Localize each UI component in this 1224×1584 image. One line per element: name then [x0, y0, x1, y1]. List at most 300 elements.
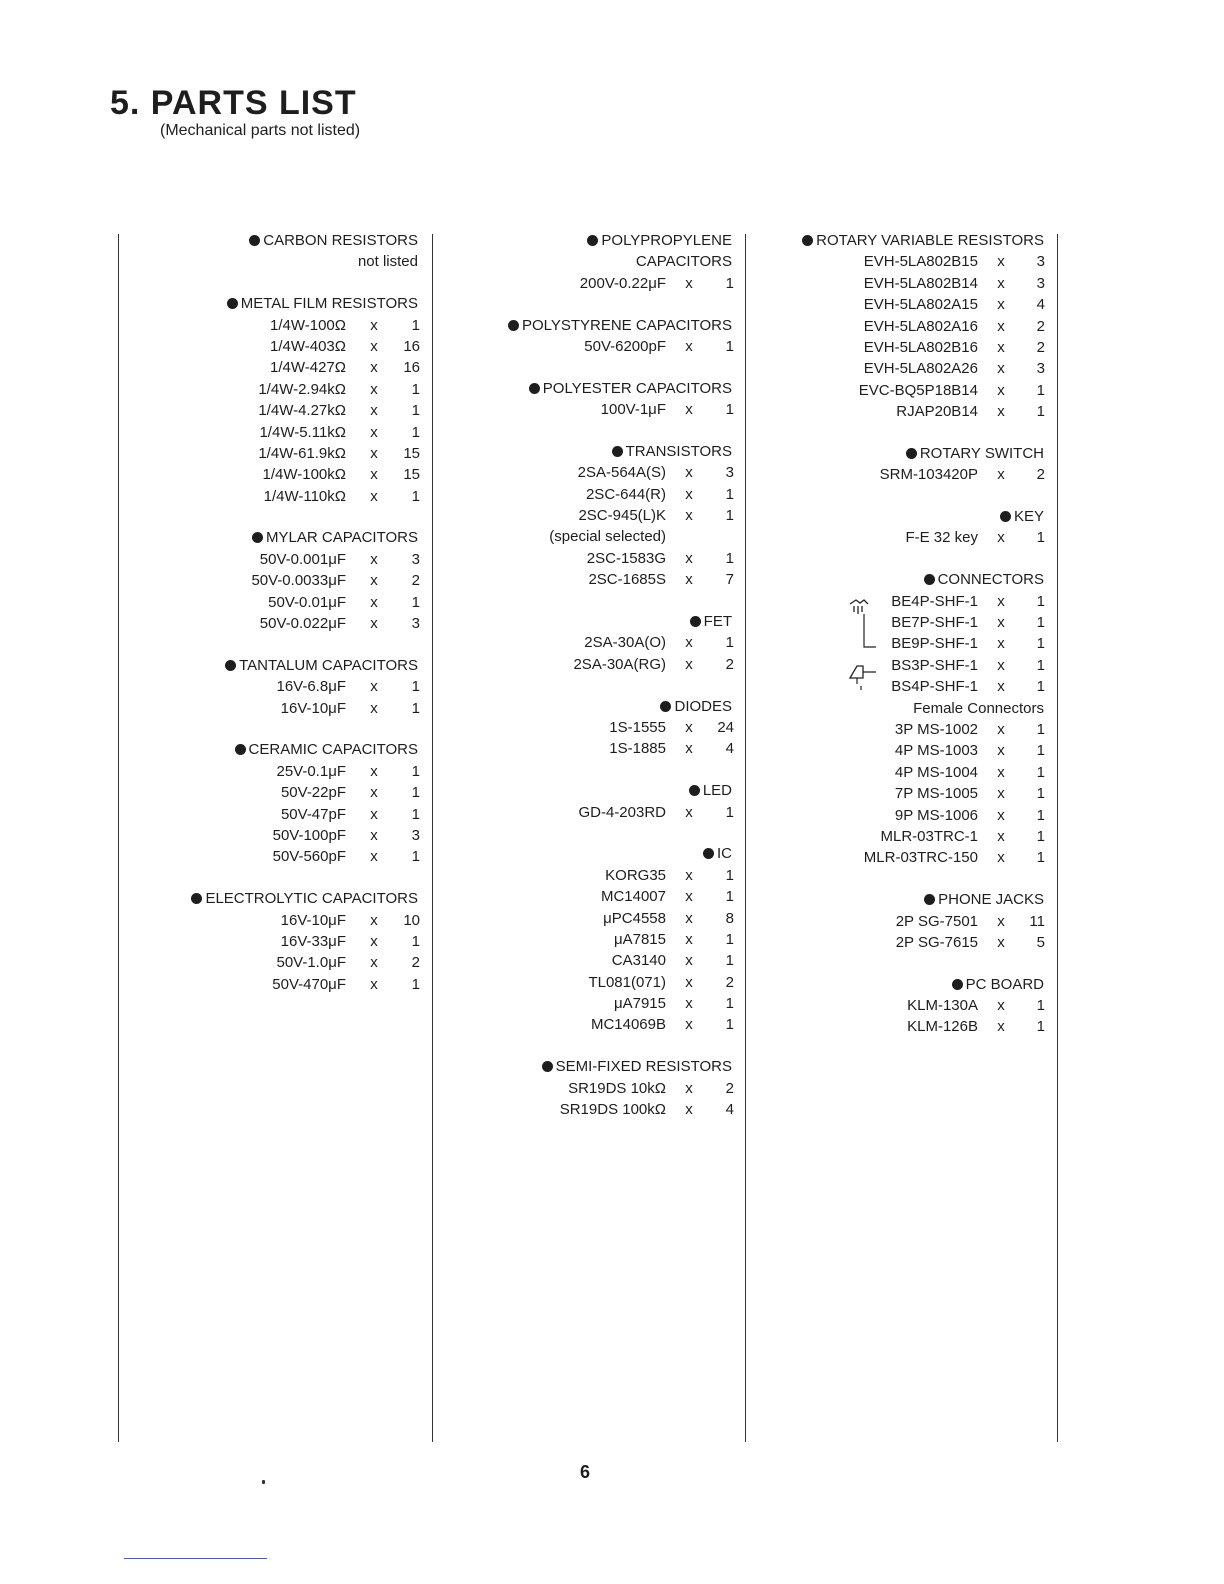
part-quantity: 8	[725, 909, 734, 927]
column-divider	[1057, 234, 1058, 1442]
part-name: SR19DS 10kΩ	[568, 1079, 666, 1097]
part-name: KLM-130A	[907, 997, 978, 1015]
part-row	[745, 932, 1044, 953]
part-row	[118, 549, 418, 570]
part-name: EVH-5LA802B14	[863, 274, 978, 292]
part-row	[432, 993, 732, 1014]
part-row	[118, 464, 418, 485]
part-row	[745, 527, 1044, 548]
part-name: 25V-0.1μF	[276, 762, 346, 780]
part-quantity: 1	[725, 337, 734, 355]
part-quantity: 1	[411, 678, 420, 696]
bullet-icon	[660, 701, 671, 712]
part-row	[118, 592, 418, 613]
section-heading	[745, 889, 1044, 910]
part-quantity: 1	[725, 549, 734, 567]
part-name: 3P MS-1002	[894, 720, 978, 738]
part-name: F-E 32 key	[905, 529, 978, 547]
part-name: 1/4W-100kΩ	[262, 466, 346, 484]
parts-section	[745, 230, 1044, 423]
part-quantity: 10	[403, 911, 420, 929]
part-quantity: 2	[1036, 338, 1045, 356]
multiply-sign: x	[997, 912, 1005, 930]
part-quantity: 1	[1036, 403, 1045, 421]
part-row	[432, 950, 732, 971]
multiply-sign: x	[997, 806, 1005, 824]
section-heading-text: ROTARY VARIABLE RESISTORS	[816, 232, 1044, 249]
multiply-sign: x	[685, 1101, 693, 1119]
part-quantity: 2	[411, 572, 420, 590]
section-heading-text: KEY	[1013, 508, 1044, 526]
multiply-sign: x	[370, 423, 378, 441]
parts-section	[745, 974, 1044, 1038]
section-heading-text: METAL FILM RESISTORS	[240, 295, 418, 313]
part-row	[432, 886, 732, 907]
section-heading-text: LED	[702, 782, 732, 800]
section-heading-text: CARBON RESISTORS	[263, 232, 418, 249]
part-row	[745, 273, 1044, 294]
part-row	[118, 782, 418, 803]
multiply-sign: x	[370, 316, 378, 334]
part-quantity: 1	[1036, 785, 1045, 803]
part-row	[118, 613, 418, 634]
part-quantity: 1	[725, 888, 734, 906]
part-quantity: 1	[411, 932, 420, 950]
multiply-sign: x	[685, 337, 693, 355]
part-name: 50V-22pF	[280, 784, 346, 802]
multiply-sign: x	[997, 360, 1005, 378]
part-row	[118, 931, 418, 952]
part-name: μA7915	[613, 995, 666, 1013]
page-title: 5. PARTS LIST	[110, 84, 357, 122]
parts-section	[118, 230, 418, 273]
multiply-sign: x	[370, 699, 378, 717]
part-name: 1/4W-403Ω	[270, 337, 346, 355]
multiply-sign: x	[997, 849, 1005, 867]
part-row	[432, 548, 732, 569]
multiply-sign: x	[997, 403, 1005, 421]
bullet-icon	[225, 660, 236, 671]
part-row	[745, 995, 1044, 1016]
parts-section	[432, 230, 732, 294]
part-quantity: 5	[1036, 933, 1045, 951]
multiply-sign: x	[685, 655, 693, 673]
part-name: MLR-03TRC-1	[880, 827, 978, 845]
part-row	[745, 762, 1044, 783]
bullet-icon	[689, 785, 700, 796]
part-quantity: 1	[1036, 720, 1045, 738]
parts-section	[745, 889, 1044, 953]
bullet-icon	[924, 574, 935, 585]
part-quantity: 16	[403, 359, 420, 377]
part-row	[118, 910, 418, 931]
part-name: RJAP20B14	[896, 403, 978, 421]
part-row	[118, 698, 418, 719]
part-name: 50V-0.01μF	[268, 593, 346, 611]
multiply-sign: x	[685, 485, 693, 503]
bullet-icon	[542, 1061, 553, 1072]
multiply-sign: x	[370, 784, 378, 802]
part-quantity: 2	[725, 1079, 734, 1097]
multiply-sign: x	[370, 593, 378, 611]
multiply-sign: x	[997, 656, 1005, 674]
parts-section	[432, 611, 732, 675]
section-heading	[432, 696, 732, 717]
multiply-sign: x	[685, 401, 693, 419]
parts-section	[432, 378, 732, 421]
connector-bracket-icon	[846, 594, 876, 662]
part-name: MC14007	[600, 888, 666, 906]
part-row	[432, 569, 732, 590]
part-quantity: 1	[725, 274, 734, 292]
part-name: 50V-0.022μF	[259, 615, 346, 633]
part-quantity: 15	[403, 444, 420, 462]
part-quantity: 1	[725, 634, 734, 652]
part-quantity: 15	[403, 466, 420, 484]
section-heading	[432, 611, 732, 632]
part-quantity: 4	[725, 740, 734, 758]
scan-speck	[262, 1480, 265, 1484]
multiply-sign: x	[370, 954, 378, 972]
multiply-sign: x	[370, 762, 378, 780]
part-quantity: 1	[411, 805, 420, 823]
section-heading-text: TANTALUM CAPACITORS	[239, 656, 418, 674]
part-quantity: 1	[1036, 849, 1045, 867]
part-row	[745, 847, 1044, 868]
part-quantity: 1	[725, 995, 734, 1013]
part-name: 50V-0.001μF	[259, 550, 346, 568]
multiply-sign: x	[370, 444, 378, 462]
part-row	[745, 358, 1044, 379]
multiply-sign: x	[685, 952, 693, 970]
part-quantity: 2	[1036, 466, 1045, 484]
part-row	[745, 464, 1044, 485]
part-name: 2P SG-7615	[895, 933, 978, 951]
part-name: μA7815	[613, 930, 666, 948]
multiply-sign: x	[997, 1018, 1005, 1036]
section-heading-text: IC	[717, 845, 732, 863]
part-name: 100V-1μF	[600, 401, 666, 419]
part-quantity: 3	[725, 464, 734, 482]
parts-section	[745, 443, 1044, 486]
part-quantity: 1	[1036, 1018, 1045, 1036]
section-heading-text: POLYSTYRENE CAPACITORS	[521, 316, 732, 334]
part-name: BS3P-SHF-1	[891, 656, 978, 674]
part-quantity: 3	[411, 826, 420, 844]
part-row	[432, 1014, 732, 1035]
part-name: BS4P-SHF-1	[891, 678, 978, 696]
part-row	[745, 805, 1044, 826]
part-quantity: 3	[411, 550, 420, 568]
multiply-sign: x	[685, 803, 693, 821]
part-name: 1/4W-5.11kΩ	[259, 423, 346, 441]
part-row	[432, 526, 732, 547]
part-row	[745, 316, 1044, 337]
part-row	[432, 462, 732, 483]
part-name: 16V-10μF	[280, 699, 346, 717]
section-heading-text: DIODES	[674, 697, 732, 715]
section-heading-text: ROTARY SWITCH	[919, 444, 1044, 462]
part-name: 1S-1885	[609, 740, 666, 758]
bullet-icon	[612, 446, 623, 457]
multiply-sign: x	[370, 805, 378, 823]
part-row	[432, 908, 732, 929]
section-heading-text: CONNECTORS	[937, 571, 1044, 589]
multiply-sign: x	[685, 1016, 693, 1034]
part-quantity: 2	[411, 954, 420, 972]
section-heading-text: POLYESTER CAPACITORS	[542, 379, 732, 397]
part-quantity: 1	[1036, 381, 1045, 399]
part-quantity: 1	[1036, 763, 1045, 781]
parts-column-2	[432, 230, 732, 1141]
multiply-sign: x	[997, 614, 1005, 632]
part-quantity: 3	[1036, 274, 1045, 292]
part-name: 50V-6200pF	[584, 337, 666, 355]
multiply-sign: x	[997, 338, 1005, 356]
bullet-icon	[952, 979, 963, 990]
part-name: 7P MS-1005	[894, 785, 978, 803]
part-quantity: 1	[1036, 635, 1045, 653]
multiply-sign: x	[997, 317, 1005, 335]
parts-section	[432, 780, 732, 823]
parts-section	[118, 527, 418, 634]
part-row	[432, 632, 732, 653]
part-name: KORG35	[605, 866, 666, 884]
part-quantity: 24	[717, 718, 734, 736]
bullet-icon	[249, 235, 260, 246]
part-row	[432, 505, 732, 526]
multiply-sign: x	[997, 274, 1005, 292]
part-quantity: 1	[411, 848, 420, 866]
part-name: 2P SG-7501	[895, 912, 978, 930]
section-heading	[432, 378, 732, 399]
part-row	[745, 380, 1044, 401]
part-name: EVH-5LA802B15	[863, 253, 978, 271]
bullet-icon	[508, 320, 519, 331]
part-name: μPC4558	[603, 909, 666, 927]
multiply-sign: x	[370, 826, 378, 844]
part-quantity: 2	[725, 973, 734, 991]
part-name: SR19DS 100kΩ	[559, 1101, 666, 1119]
part-row	[745, 251, 1044, 272]
part-name: MC14069B	[590, 1016, 666, 1034]
part-quantity: 1	[725, 930, 734, 948]
footer-rule	[124, 1558, 267, 1559]
part-quantity: 1	[411, 699, 420, 717]
connector-plug-icon	[848, 660, 880, 694]
part-name: 2SC-1685S	[588, 571, 666, 589]
part-name: EVH-5LA802A26	[863, 360, 978, 378]
part-row	[118, 952, 418, 973]
part-row	[745, 591, 1044, 612]
part-row	[118, 825, 418, 846]
multiply-sign: x	[685, 909, 693, 927]
multiply-sign: x	[997, 763, 1005, 781]
part-quantity: 16	[403, 337, 420, 355]
multiply-sign: x	[370, 402, 378, 420]
part-name: 2SC-945(L)K	[578, 507, 666, 525]
bullet-icon	[924, 894, 935, 905]
part-row	[118, 570, 418, 591]
multiply-sign: x	[997, 933, 1005, 951]
section-heading	[745, 569, 1044, 590]
bullet-icon	[703, 848, 714, 859]
part-quantity: 4	[1036, 296, 1045, 314]
section-heading	[118, 655, 418, 676]
part-quantity: 1	[725, 401, 734, 419]
section-heading	[432, 251, 732, 272]
bullet-icon	[802, 235, 813, 246]
part-row	[745, 401, 1044, 422]
part-row	[432, 399, 732, 420]
part-name: 2SA-30A(O)	[584, 634, 666, 652]
part-quantity: 7	[725, 571, 734, 589]
section-heading	[432, 315, 732, 336]
part-row	[432, 1099, 732, 1120]
multiply-sign: x	[685, 274, 693, 292]
part-quantity: 1	[411, 402, 420, 420]
part-name: 1/4W-61.9kΩ	[258, 444, 346, 462]
multiply-sign: x	[370, 848, 378, 866]
part-quantity: 1	[1036, 656, 1045, 674]
multiply-sign: x	[997, 827, 1005, 845]
bullet-icon	[906, 448, 917, 459]
part-quantity: 1	[1036, 614, 1045, 632]
multiply-sign: x	[685, 740, 693, 758]
part-quantity: 1	[1036, 678, 1045, 696]
part-name: 50V-560pF	[272, 848, 346, 866]
part-row	[118, 846, 418, 867]
bullet-icon	[191, 893, 202, 904]
parts-section	[432, 441, 732, 591]
parts-section	[118, 655, 418, 719]
section-heading	[118, 230, 418, 251]
part-name: 1/4W-4.27kΩ	[258, 402, 346, 420]
page-number: 6	[580, 1462, 591, 1482]
part-name: 50V-1.0μF	[276, 954, 346, 972]
part-quantity: 1	[725, 1016, 734, 1034]
multiply-sign: x	[685, 995, 693, 1013]
section-heading	[118, 293, 418, 314]
multiply-sign: x	[685, 888, 693, 906]
part-name: BE9P-SHF-1	[891, 635, 978, 653]
part-row	[432, 738, 732, 759]
part-row	[432, 972, 732, 993]
part-quantity: 2	[1036, 317, 1045, 335]
part-name: 2SA-30A(RG)	[573, 655, 666, 673]
parts-section	[432, 315, 732, 358]
multiply-sign: x	[370, 932, 378, 950]
section-heading-text: CAPACITORS	[635, 253, 732, 271]
bullet-icon	[587, 235, 598, 246]
part-row	[118, 443, 418, 464]
multiply-sign: x	[370, 975, 378, 993]
multiply-sign: x	[997, 720, 1005, 738]
multiply-sign: x	[685, 718, 693, 736]
part-row	[118, 676, 418, 697]
part-name: 1S-1555	[609, 718, 666, 736]
multiply-sign: x	[370, 678, 378, 696]
bullet-icon	[1000, 511, 1011, 522]
multiply-sign: x	[370, 615, 378, 633]
parts-column-3	[745, 230, 1044, 1058]
section-heading	[432, 1056, 732, 1077]
multiply-sign: x	[997, 997, 1005, 1015]
part-name: 50V-100pF	[272, 826, 346, 844]
section-heading-text: FET	[703, 613, 732, 631]
section-heading	[432, 780, 732, 801]
multiply-sign: x	[997, 742, 1005, 760]
parts-section	[118, 888, 418, 995]
part-row	[432, 865, 732, 886]
part-row	[745, 633, 1044, 654]
part-name: 50V-470μF	[272, 975, 346, 993]
part-name: 16V-33μF	[280, 932, 346, 950]
part-name: 4P MS-1003	[894, 742, 978, 760]
part-quantity: 1	[1036, 592, 1045, 610]
part-row	[118, 379, 418, 400]
part-quantity: 4	[725, 1101, 734, 1119]
bullet-icon	[235, 744, 246, 755]
multiply-sign: x	[997, 381, 1005, 399]
part-quantity: 1	[411, 593, 420, 611]
part-row	[432, 273, 732, 294]
multiply-sign: x	[685, 973, 693, 991]
part-quantity: 1	[1036, 997, 1045, 1015]
parts-section	[745, 569, 1044, 868]
parts-section	[432, 696, 732, 760]
multiply-sign: x	[685, 464, 693, 482]
part-quantity: 1	[1036, 529, 1045, 547]
part-row	[745, 655, 1044, 676]
part-name: 16V-10μF	[280, 911, 346, 929]
multiply-sign: x	[370, 359, 378, 377]
part-row	[745, 911, 1044, 932]
part-quantity: 1	[725, 485, 734, 503]
part-row	[118, 486, 418, 507]
part-name: 2SA-564A(S)	[577, 464, 666, 482]
part-name: 16V-6.8μF	[276, 678, 346, 696]
part-name: (special selected)	[549, 528, 666, 546]
parts-section	[432, 1056, 732, 1120]
section-heading-text: SEMI-FIXED RESISTORS	[555, 1058, 732, 1076]
part-quantity: 3	[411, 615, 420, 633]
parts-section	[118, 739, 418, 867]
multiply-sign: x	[997, 785, 1005, 803]
section-heading	[118, 527, 418, 548]
part-quantity: 1	[1036, 742, 1045, 760]
multiply-sign: x	[685, 930, 693, 948]
section-heading-text: POLYPROPYLENE	[601, 232, 732, 249]
part-row	[118, 357, 418, 378]
part-row	[118, 315, 418, 336]
part-name: TL081(071)	[588, 973, 666, 991]
part-name: KLM-126B	[907, 1018, 978, 1036]
parts-section	[432, 843, 732, 1036]
part-quantity: 1	[1036, 827, 1045, 845]
page-subtitle: (Mechanical parts not listed)	[160, 122, 361, 139]
section-heading	[432, 441, 732, 462]
part-row	[118, 804, 418, 825]
bullet-icon	[227, 298, 238, 309]
section-heading	[745, 506, 1044, 527]
part-row	[745, 1016, 1044, 1037]
bullet-icon	[529, 383, 540, 394]
section-heading-text: MYLAR CAPACITORS	[266, 529, 418, 547]
part-note: not listed	[357, 253, 418, 271]
section-heading-text: ELECTROLYTIC CAPACITORS	[205, 890, 418, 908]
multiply-sign: x	[997, 529, 1005, 547]
